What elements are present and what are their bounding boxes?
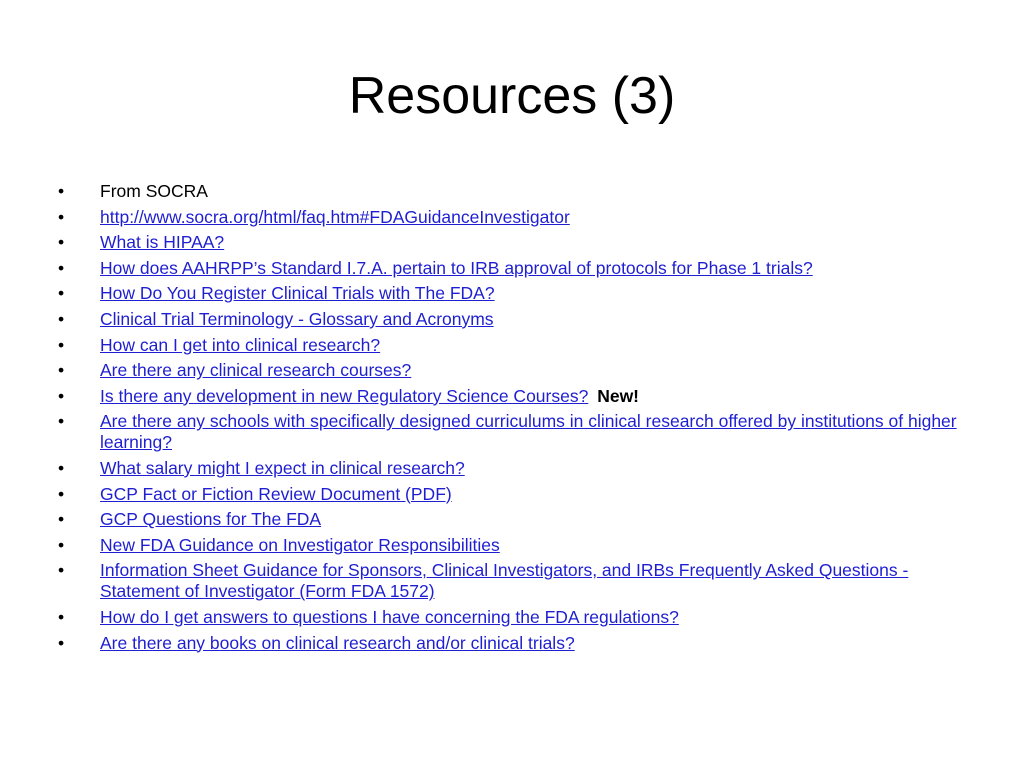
list-item bbox=[58, 360, 958, 381]
list-item bbox=[58, 181, 958, 202]
gcp-questions-link[interactable]: GCP Questions for The FDA bbox=[100, 509, 322, 530]
gcp-fact-fiction-link[interactable]: GCP Fact or Fiction Review Document (PDF) bbox=[100, 483, 452, 504]
list-item bbox=[58, 283, 958, 304]
schools-curriculum-link[interactable]: Are there any schools with specifically designed curriculums in clinical research offered by institutions of higher learning? bbox=[100, 411, 957, 453]
get-into-research-link[interactable]: How can I get into clinical research? bbox=[100, 334, 381, 355]
bullet-icon: • bbox=[58, 283, 65, 304]
list-item bbox=[58, 258, 958, 279]
list-item bbox=[58, 232, 958, 253]
slide-title: Resources (3) bbox=[348, 67, 676, 125]
resource-list bbox=[58, 181, 958, 658]
list-item bbox=[58, 484, 958, 505]
investigator-guidance-link[interactable]: New FDA Guidance on Investigator Responsibilities bbox=[100, 534, 500, 555]
list-item bbox=[58, 386, 958, 407]
list-item bbox=[58, 633, 958, 654]
books-link[interactable]: Are there any books on clinical research and/or clinical trials? bbox=[100, 632, 575, 653]
bullet-icon: • bbox=[58, 308, 65, 329]
list-item bbox=[58, 207, 958, 228]
bullet-icon: • bbox=[58, 206, 65, 227]
bullet-icon: • bbox=[58, 385, 65, 406]
bullet-icon: • bbox=[58, 232, 65, 253]
fda-regulations-link[interactable]: How do I get answers to questions I have concerning the FDA regulations? bbox=[100, 606, 679, 627]
list-item bbox=[58, 335, 958, 356]
bullet-icon: • bbox=[58, 534, 65, 555]
research-courses-link[interactable]: Are there any clinical research courses? bbox=[100, 360, 412, 381]
bullet-icon: • bbox=[58, 360, 65, 381]
bullet-icon: • bbox=[58, 181, 65, 201]
bullet-icon: • bbox=[58, 483, 65, 504]
hipaa-link[interactable]: What is HIPAA? bbox=[100, 232, 225, 253]
form-fda-1572-link[interactable]: Information Sheet Guidance for Sponsors, Clinical Investigators, and IRBs Frequently Asked Questions - Statement of Investigator (Form FDA 1572) bbox=[100, 560, 909, 602]
socra-faq-link[interactable]: http://www.socra.org/html/faq.htm#FDAGuidanceInvestigator bbox=[100, 206, 570, 227]
aahrpp-standard-link[interactable]: How does AAHRPP’s Standard I.7.A. pertain to IRB approval of protocols for Phase 1 trials? bbox=[100, 257, 813, 278]
bullet-icon: • bbox=[58, 411, 65, 432]
bullet-icon: • bbox=[58, 334, 65, 355]
bullet-icon: • bbox=[58, 560, 65, 581]
list-item bbox=[58, 560, 958, 602]
list-item bbox=[58, 309, 958, 330]
register-trials-link[interactable]: How Do You Register Clinical Trials with The FDA? bbox=[100, 283, 495, 304]
bullet-icon: • bbox=[58, 606, 65, 627]
item-text: From SOCRA bbox=[100, 181, 208, 201]
terminology-glossary-link[interactable]: Clinical Trial Terminology - Glossary and Acronyms bbox=[100, 308, 494, 329]
list-item bbox=[58, 458, 958, 479]
list-item bbox=[58, 535, 958, 556]
bullet-icon: • bbox=[58, 632, 65, 653]
list-item bbox=[58, 607, 958, 628]
list-item bbox=[58, 411, 958, 453]
salary-link[interactable]: What salary might I expect in clinical research? bbox=[100, 457, 465, 478]
new-badge: New! bbox=[597, 385, 640, 406]
regulatory-science-link[interactable]: Is there any development in new Regulatory Science Courses? bbox=[100, 385, 589, 406]
bullet-icon: • bbox=[58, 257, 65, 278]
list-item bbox=[58, 509, 958, 530]
bullet-icon: • bbox=[58, 457, 65, 478]
bullet-icon: • bbox=[58, 509, 65, 530]
